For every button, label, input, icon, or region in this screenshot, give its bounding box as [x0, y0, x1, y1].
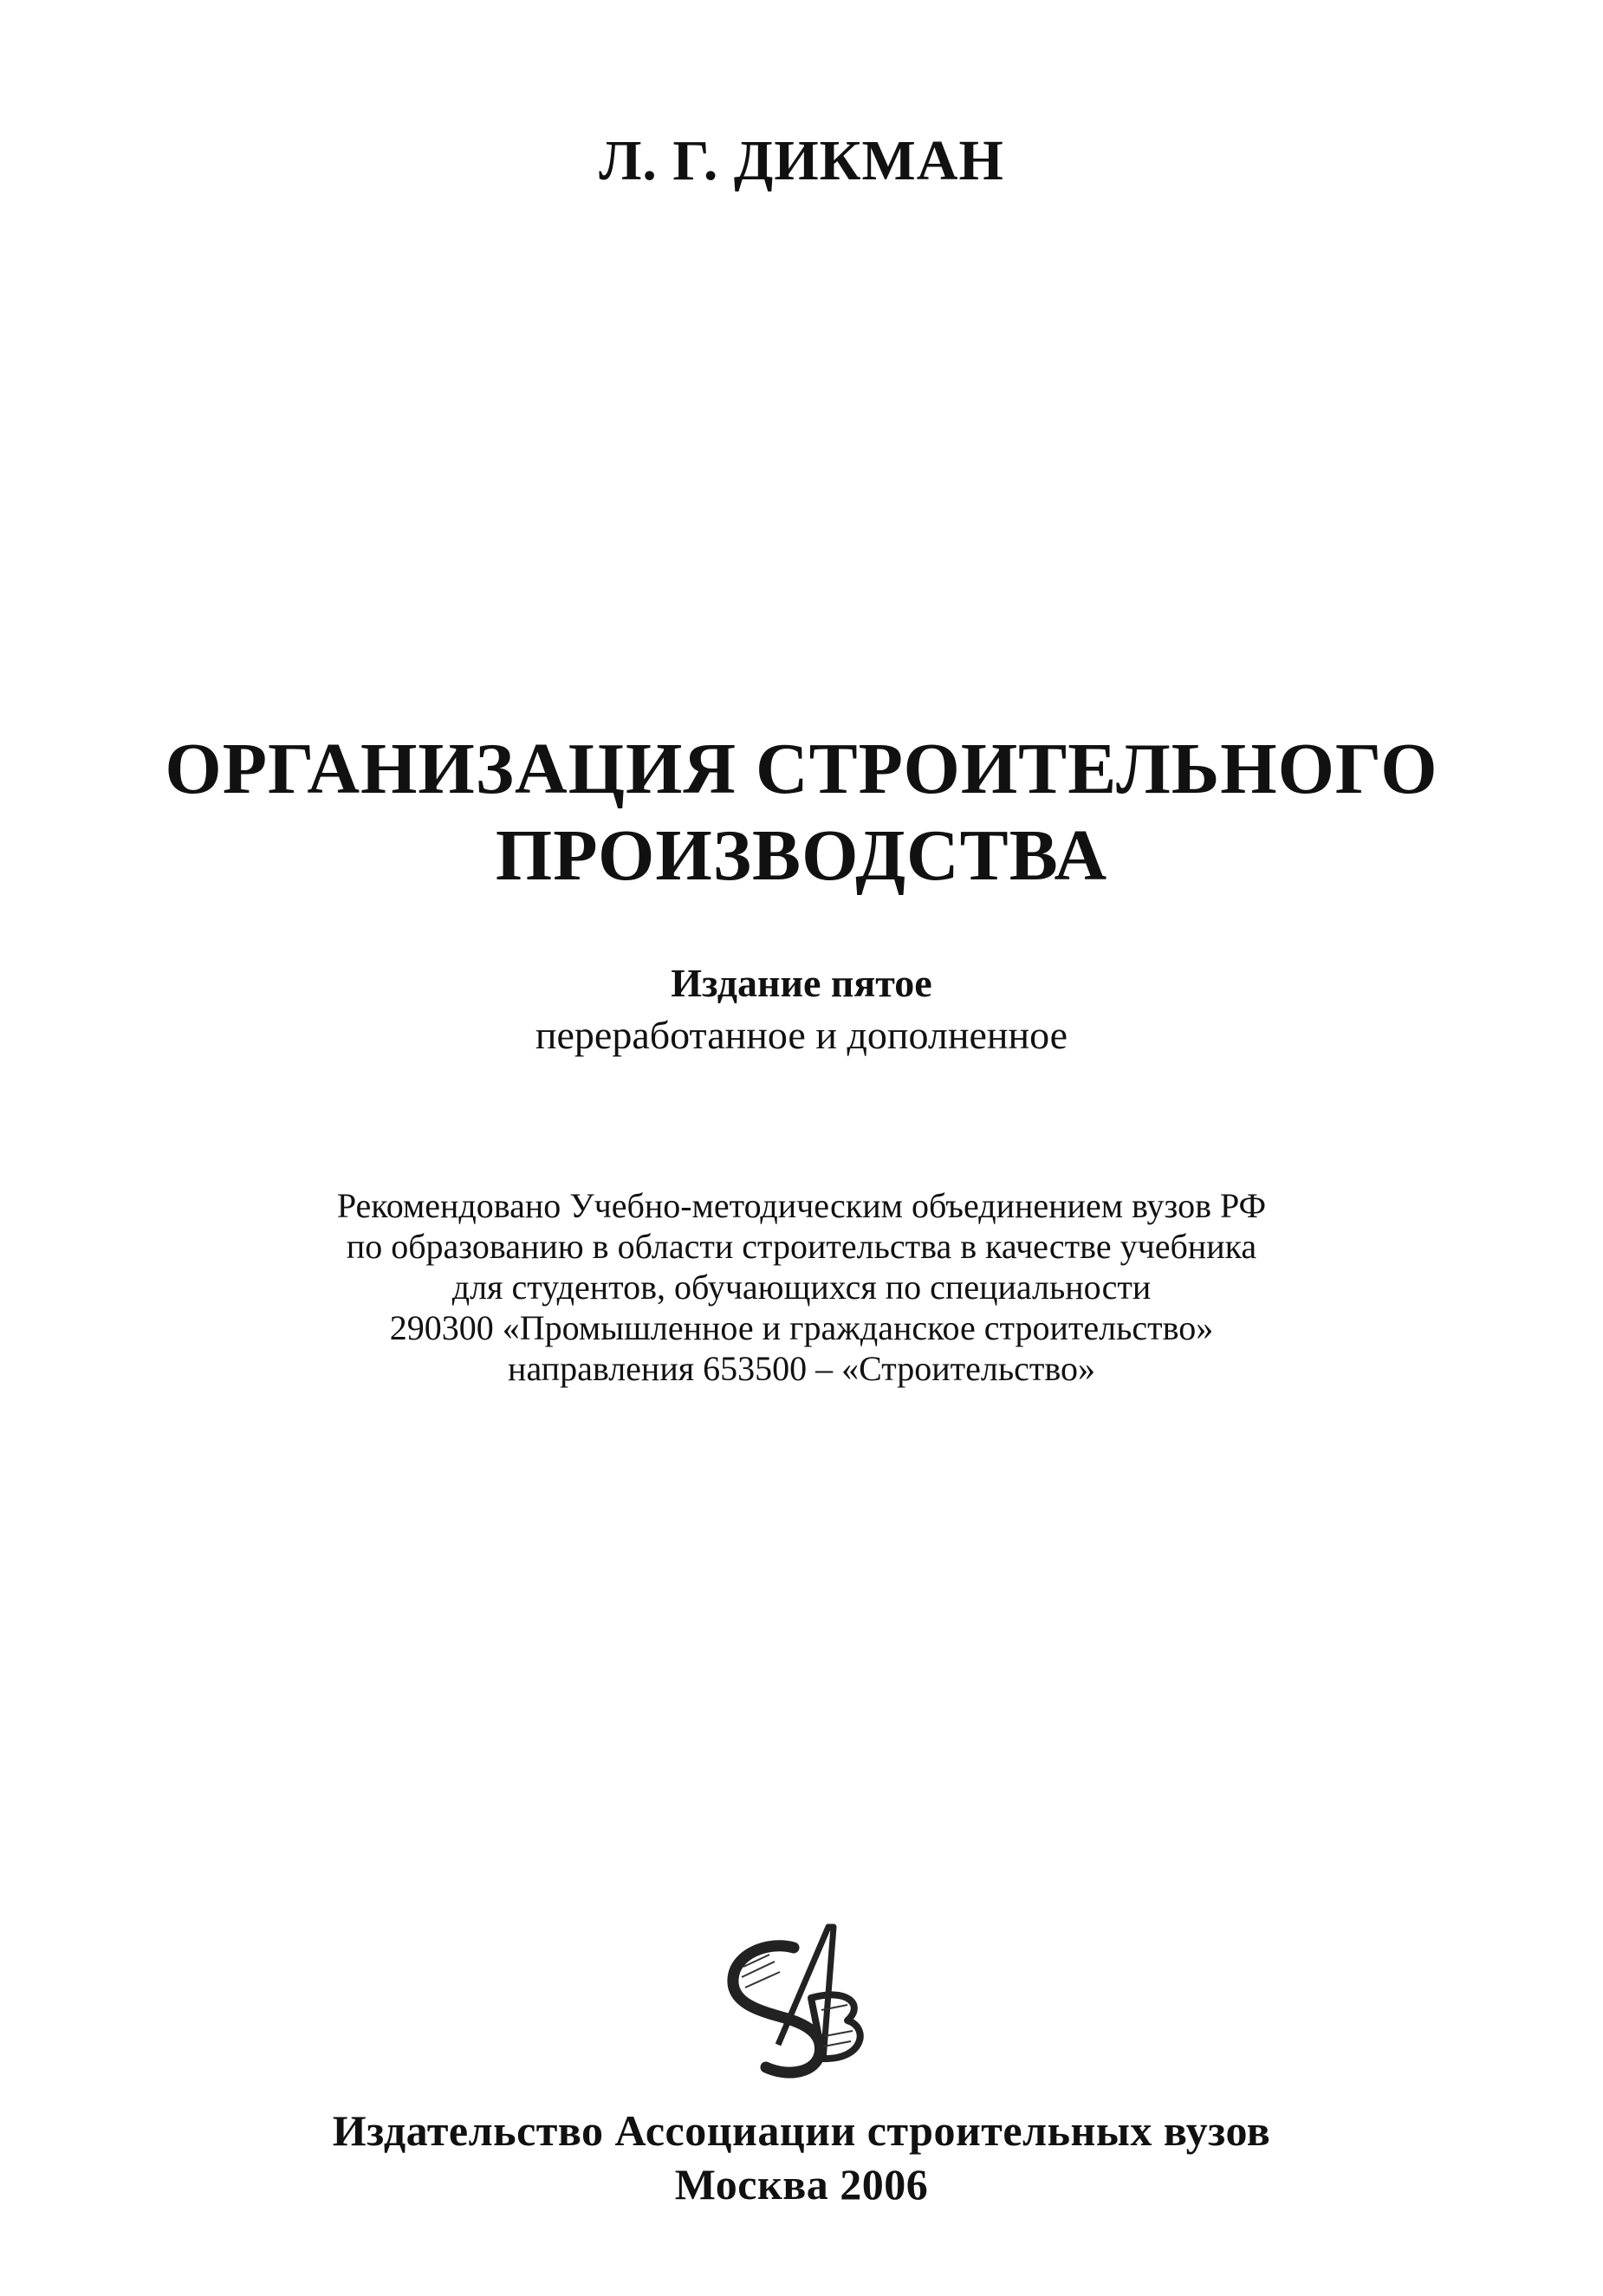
edition-note: переработанное и дополненное	[535, 1013, 1068, 1057]
book-title-line-1: ОРГАНИЗАЦИЯ СТРОИТЕЛЬНОГО	[165, 729, 1438, 809]
book-title-line-2: ПРОИЗВОДСТВА	[495, 815, 1108, 896]
publisher-block	[0, 2104, 1603, 2211]
recommendation-line-3: для студентов, обучающихся по специальности	[451, 1268, 1152, 1307]
recommendation-line-4: 290300 «Промышленное и гражданское строительство»	[389, 1308, 1214, 1347]
recommendation-line-1: Рекомендовано Учебно-методическим объединением вузов РФ	[336, 1186, 1267, 1225]
recommendation-line-5: направления 653500 – «Строительство»	[508, 1349, 1095, 1388]
publisher-name: Издательство Ассоциации строительных вузов	[332, 2106, 1271, 2155]
publisher-logo-icon	[717, 1915, 882, 2079]
edition-label: Издание пятое	[671, 961, 932, 1005]
author-name: Л. Г. ДИКМАН	[599, 129, 1004, 192]
book-title	[0, 726, 1603, 899]
publisher-city-year: Москва 2006	[674, 2160, 929, 2208]
recommendation-text	[0, 1185, 1603, 1389]
recommendation-line-2: по образованию в области строительства в качестве учебника	[346, 1227, 1257, 1266]
